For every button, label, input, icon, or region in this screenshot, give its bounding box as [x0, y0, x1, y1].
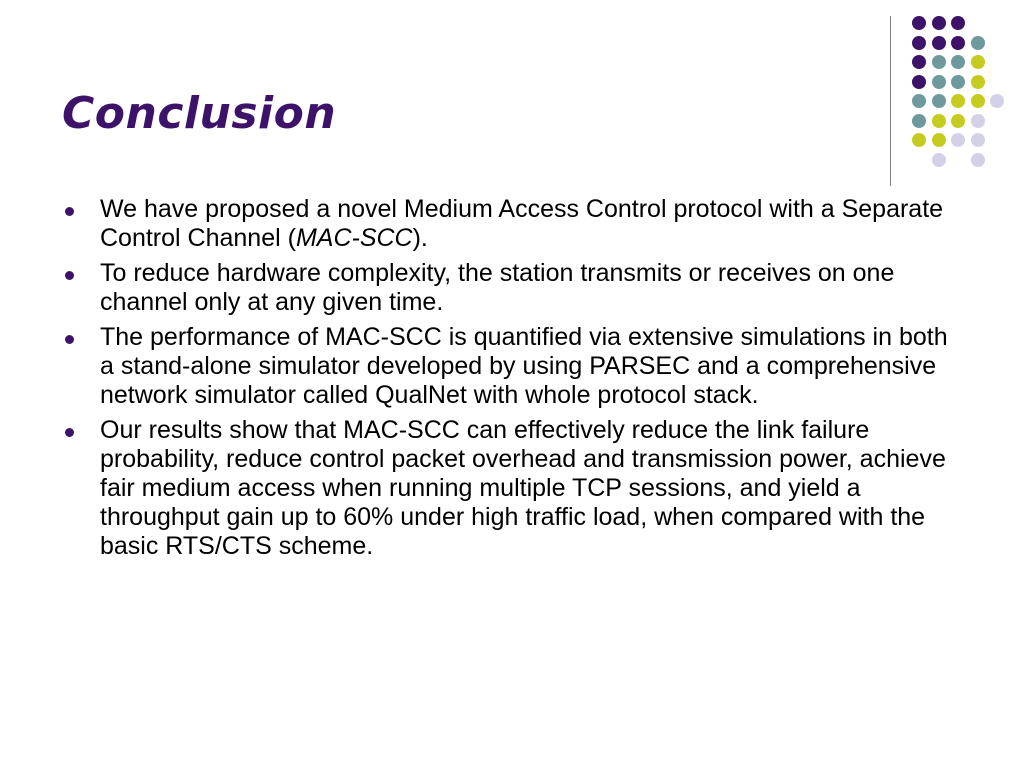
decorative-dot	[912, 75, 926, 89]
decorative-dot	[912, 94, 926, 108]
bullet-text-after: ).	[412, 224, 428, 252]
decorative-dot	[971, 114, 985, 128]
decorative-dot	[912, 133, 926, 147]
decorative-dot	[971, 75, 985, 89]
decorative-dot	[912, 55, 926, 69]
decorative-dot	[951, 94, 965, 108]
bullet-text: Our results show that MAC-SCC can effectively reduce the link failure probability, reduce control packet overhead and transmission power, achieve fair medium access when running multiple TCP sessions, and yield a throughput gain up to 60% under high traffic load, when compared with the basic RTS/CTS scheme.	[100, 416, 946, 560]
decorative-dot	[971, 36, 985, 50]
decorative-dot	[951, 114, 965, 128]
decorative-dot	[912, 114, 926, 128]
vertical-divider-line	[890, 16, 891, 186]
slide-title: Conclusion	[62, 88, 337, 139]
decorative-dot	[912, 36, 926, 50]
decorative-dot	[990, 94, 1004, 108]
decorative-dot	[932, 114, 946, 128]
decorative-dot	[932, 75, 946, 89]
bullet-text: To reduce hardware complexity, the station transmits or receives on one channel only at any given time.	[100, 259, 895, 316]
decorative-dot	[971, 153, 985, 167]
decorative-dot	[932, 153, 946, 167]
decorative-dot	[971, 133, 985, 147]
bullet-dot-icon	[65, 428, 74, 437]
bullet-dot-icon	[65, 335, 74, 344]
decorative-dot	[951, 16, 965, 30]
decorative-dot	[932, 94, 946, 108]
decorative-dot	[912, 16, 926, 30]
bullet-item-3	[62, 323, 967, 410]
decorative-dot	[951, 133, 965, 147]
bullet-item-1	[62, 195, 967, 253]
bullet-item-2	[62, 259, 967, 317]
decorative-dot	[951, 75, 965, 89]
decorative-dot	[951, 55, 965, 69]
bullet-list	[62, 195, 967, 567]
bullet-text: The performance of MAC-SCC is quantified via extensive simulations in both a stand-alone simulator developed by using PARSEC and a comprehensive network simulator called QualNet with whole protocol stack.	[100, 323, 948, 409]
decorative-dot	[932, 133, 946, 147]
decorative-dot	[971, 55, 985, 69]
decorative-dot	[951, 36, 965, 50]
bullet-dot-icon	[65, 207, 74, 216]
bullet-text-before: We have proposed a novel Medium Access Control protocol with a Separate Control Channel (	[100, 195, 944, 252]
decorative-dot	[932, 55, 946, 69]
bullet-text-italic: MAC-SCC	[295, 224, 413, 252]
bullet-dot-icon	[65, 271, 74, 280]
bullet-item-4	[62, 416, 967, 561]
decorative-dot	[932, 16, 946, 30]
decorative-dot	[932, 36, 946, 50]
decorative-dot	[971, 94, 985, 108]
